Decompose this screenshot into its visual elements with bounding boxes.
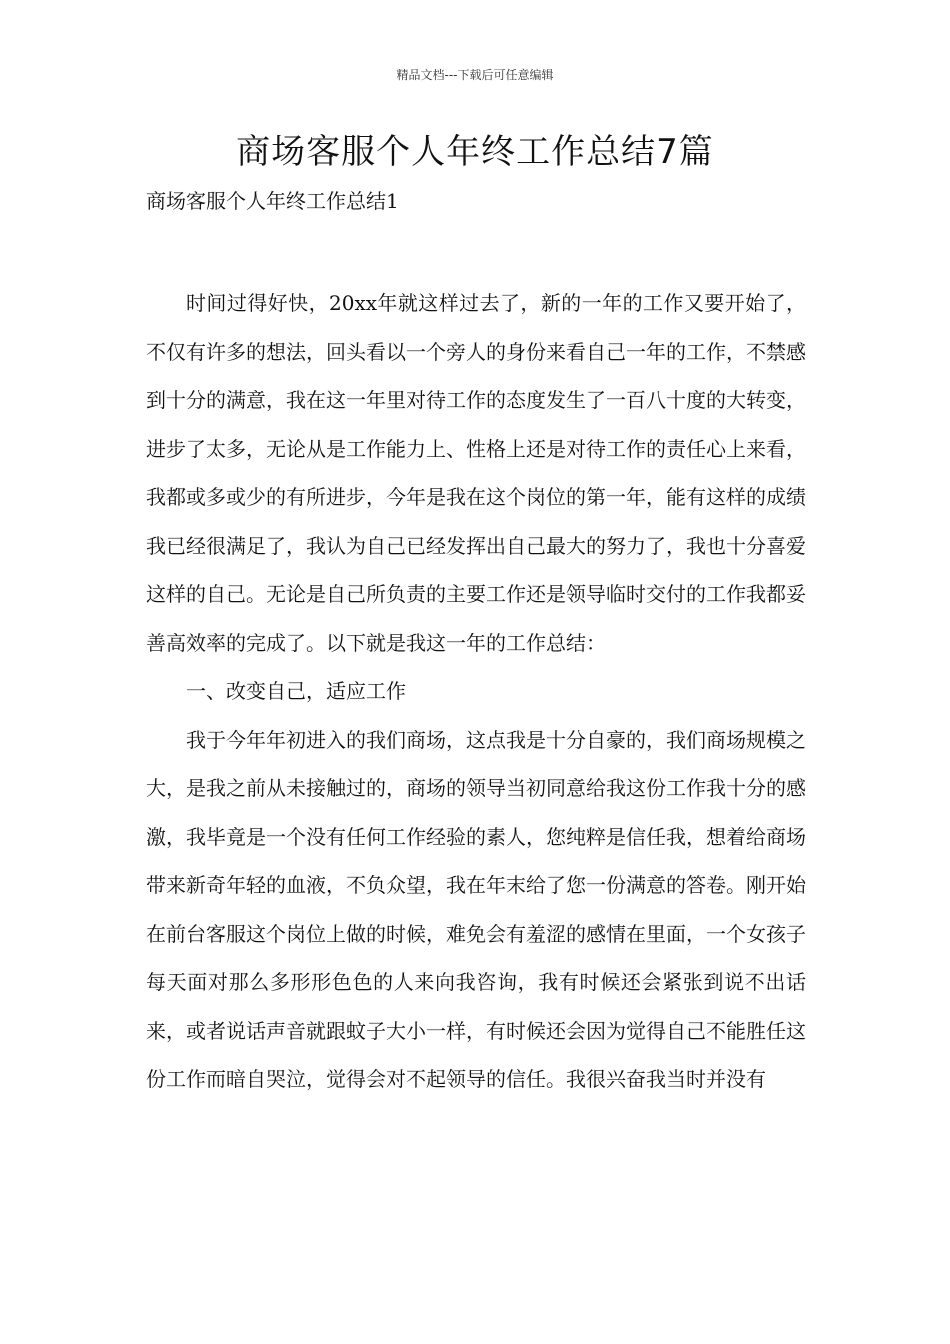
page-header-note: 精品文档---下载后可任意编辑	[396, 68, 554, 82]
document-body	[146, 279, 806, 1104]
body-paragraph: 时间过得好快，20xx年就这样过去了，新的一年的工作又要开始了，不仅有许多的想法，回头看以一个旁人的身份来看自己一年的工作，不禁感到十分的满意，我在这一年里对待工作的态度发生了一百八十度的大转变，进步了太多，无论从是工作能力上、性格上还是对待工作的责任心上来看，我都或多或少的有所进步，今年是我在这个岗位的第一年，能有这样的成绩我已经很满足了，我认为自己已经发挥出自己最大的努力了，我也十分喜爱这样的自己。无论是自己所负责的主要工作还是领导临时交付的工作我都妥善高效率的完成了。以下就是我这一年的工作总结：	[146, 291, 806, 655]
section-subtitle: 商场客服个人年终工作总结1	[146, 189, 399, 213]
section-heading: 一、改变自己，适应工作	[186, 679, 406, 703]
document-title: 商场客服个人年终工作总结7篇	[236, 132, 714, 172]
body-paragraph: 我于今年年初进入的我们商场，这点我是十分自豪的，我们商场规模之大，是我之前从未接触过的，商场的领导当初同意给我这份工作我十分的感激，我毕竟是一个没有任何工作经验的素人，您纯粹是信任我，想着给商场带来新奇年轻的血液，不负众望，我在年末给了您一份满意的答卷。刚开始在前台客服这个岗位上做的时候，难免会有羞涩的感情在里面，一个女孩子每天面对那么多形形色色的人来向我咨询，我有时候还会紧张到说不出话来，或者说话声音就跟蚊子大小一样，有时候还会因为觉得自己不能胜任这份工作而暗自哭泣，觉得会对不起领导的信任。我很兴奋我当时并没有	[146, 727, 806, 1091]
